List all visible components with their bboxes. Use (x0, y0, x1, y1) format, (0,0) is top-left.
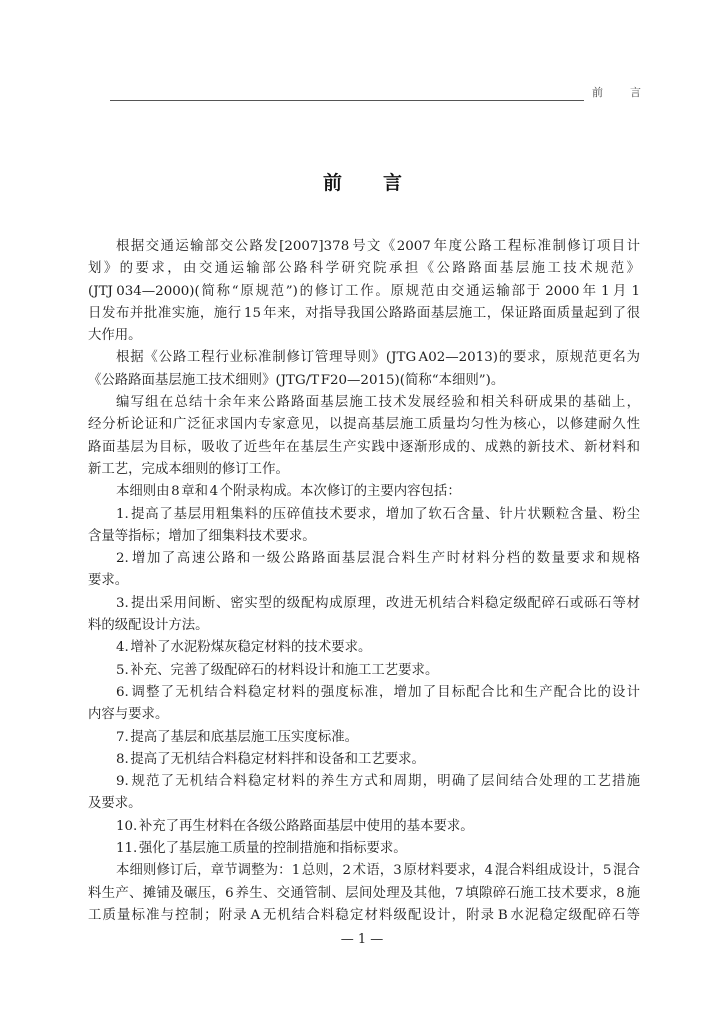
text-line: 新工艺，完成本细则的修订工作。 (88, 461, 289, 477)
text-line: 日发布并批准实施，施行 15 年来，对指导我国公路路面基层施工，保证路面质量起到了很 (88, 305, 640, 321)
text-line: 10. 补充了再生材料在各级公路路面基层中使用的基本要求。 (116, 818, 474, 834)
text-line: 大作用。 (88, 328, 142, 344)
text-line: 3. 提出采用间断、密实型的级配构成原理，改进无机结合料稳定级配碎石或砾石等材 (116, 595, 640, 611)
revision-item (88, 749, 640, 771)
document-body (88, 236, 640, 927)
revision-item (88, 637, 640, 659)
text-line: 经分析论证和广泛征求国内专家意见，以提高基层施工质量均匀性为核心，以修建耐久性 (88, 417, 640, 433)
text-line: 8. 提高了无机结合料稳定材料拌和设备和工艺要求。 (116, 751, 425, 767)
text-line: 根据《公路工程行业标准制修订管理导则》(JTG A02—2013)的要求，原规范更名为 (116, 350, 640, 366)
revision-item (88, 816, 640, 838)
text-line: 划》的要求，由交通运输部公路科学研究院承担《公路路面基层施工技术规范》 (88, 261, 640, 277)
text-line: 7. 提高了基层和底基层施工压实度标准。 (116, 729, 358, 745)
page-title: 前 言 (323, 172, 414, 194)
paragraph (88, 860, 640, 927)
paragraph (88, 236, 640, 347)
text-line: 1. 提高了基层用粗集料的压碎值技术要求，增加了软石含量、针片状颗粒含量、粉尘 (116, 506, 640, 522)
revision-item (88, 548, 640, 593)
text-line: 11. 强化了基层施工质量的控制措施和指标要求。 (116, 841, 407, 857)
paragraph (88, 392, 640, 481)
page-number: — 1 — (340, 932, 384, 947)
revision-item (88, 504, 640, 549)
paragraph (88, 347, 640, 392)
text-line: 要求。 (88, 573, 129, 589)
text-line: 含量等指标；增加了细集料技术要求。 (88, 528, 316, 544)
text-line: 内容与要求。 (88, 707, 169, 723)
revision-item (88, 771, 640, 816)
text-line: 2. 增加了高速公路和一级公路路面基层混合料生产时材料分档的数量要求和规格 (116, 551, 640, 567)
paragraph (88, 481, 640, 503)
running-header-title: 前 言 (592, 86, 649, 99)
revision-item (88, 838, 640, 860)
text-line: 本细则由 8 章和 4 个附录构成。本次修订的主要内容包括： (116, 484, 461, 500)
revision-item (88, 682, 640, 727)
text-line: 编写组在总结十余年来公路路面基层施工技术发展经验和相关科研成果的基础上， (116, 395, 640, 411)
text-line: 料的级配设计方法。 (88, 618, 209, 634)
text-line: 5. 补充、完善了级配碎石的材料设计和施工工艺要求。 (116, 662, 439, 678)
text-line: 路面基层为目标，吸收了近些年在基层生产实践中逐渐形成的、成熟的新技术、新材料和 (88, 439, 640, 455)
text-line: 及要求。 (88, 796, 142, 812)
revision-item (88, 660, 640, 682)
text-line: 工质量标准与控制；附录 A 无机结合料稳定材料级配设计，附录 B 水泥稳定级配碎石等 (88, 907, 640, 923)
revision-item (88, 593, 640, 638)
text-line: (JTJ 034—2000)(简称“原规范”)的修订工作。原规范由交通运输部于 2000 年 1 月 1 (88, 283, 640, 299)
text-line: 《公路路面基层施工技术细则》(JTG/T F20—2015)(简称“本细则”)。 (88, 372, 505, 388)
text-line: 4. 增补了水泥粉煤灰稳定材料的技术要求。 (116, 640, 372, 656)
text-line: 本细则修订后，章节调整为：1 总则，2 术语，3 原材料要求，4 混合料组成设计，5 混合 (116, 863, 640, 879)
text-line: 9. 规范了无机结合料稳定材料的养生方式和周期，明确了层间结合处理的工艺措施 (116, 774, 640, 790)
text-line: 料生产、摊铺及碾压，6 养生、交通管制、层间处理及其他，7 填隙碎石施工技术要求，8 施 (88, 885, 640, 901)
text-line: 6. 调整了无机结合料稳定材料的强度标准，增加了目标配合比和生产配合比的设计 (116, 684, 640, 700)
revision-list (88, 504, 640, 861)
header-rule (110, 100, 584, 101)
text-line: 根据交通运输部交公路发[2007]378 号文《2007 年度公路工程标准制修订项目计 (116, 239, 640, 254)
revision-item (88, 727, 640, 749)
